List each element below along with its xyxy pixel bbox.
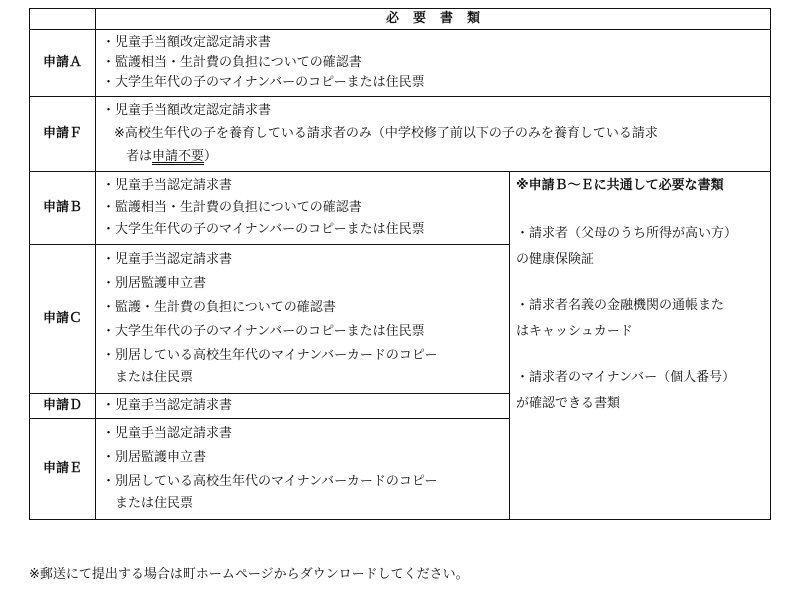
- application-label: 申請Ｄ: [30, 394, 96, 419]
- not-required-text: 申請不要: [152, 149, 205, 164]
- common-item-line: ・請求者名義の金融機関の通帳また: [516, 298, 725, 313]
- common-item: [516, 296, 764, 342]
- common-item: [516, 224, 764, 270]
- list-item: ・監護・生計費の負担についての確認書: [102, 300, 336, 315]
- note-text: ）: [204, 149, 218, 164]
- application-label: 申請Ｅ: [30, 419, 96, 520]
- document-list: [96, 245, 510, 394]
- list-item: ・児童手当認定請求書: [102, 178, 233, 193]
- table-row: [30, 30, 771, 97]
- list-item: ・大学生年代の子のマイナンバーのコピーまたは住民票: [102, 75, 425, 90]
- list-item: ・別居している高校生年代のマイナンバーカードのコピー: [102, 474, 438, 489]
- application-label: 申請Ｃ: [30, 245, 96, 394]
- note-line: [102, 144, 766, 167]
- header-empty-cell: [30, 9, 96, 30]
- list-item: ・別居監護申立書: [102, 276, 207, 291]
- footnote: ※郵送にて提出する場合は町ホームページからダウンロードしてください。: [29, 567, 469, 582]
- common-item-line: はキャッシュカード: [516, 324, 633, 339]
- list-item: ・別居監護申立書: [102, 450, 207, 465]
- document-list: [96, 419, 510, 520]
- document-list: [96, 30, 771, 97]
- header-title: 必要書類: [96, 9, 771, 30]
- application-label: 申請Ｂ: [30, 172, 96, 245]
- common-documents-title: ※申請Ｂ～Ｅに共通して必要な書類: [516, 178, 724, 193]
- common-item: [516, 368, 764, 414]
- table-row: [30, 172, 771, 245]
- application-label: 申請Ｆ: [30, 97, 96, 172]
- table-row: [30, 97, 771, 172]
- document-list: [96, 172, 510, 245]
- common-documents-panel: [510, 172, 771, 520]
- list-item: ・別居している高校生年代のマイナンバーカードのコピー: [102, 348, 438, 363]
- list-item: ・監護相当・生計費の負担についての確認書: [102, 200, 362, 215]
- list-item: ・監護相当・生計費の負担についての確認書: [102, 55, 362, 70]
- list-item: ・大学生年代の子のマイナンバーのコピーまたは住民票: [102, 324, 425, 339]
- document-list: [96, 394, 510, 419]
- note-line: ※高校生年代の子を養育している請求者のみ（中学校修了前以下の子のみを養育している請求: [114, 126, 658, 141]
- list-item: ・児童手当額改定認定請求書: [102, 35, 272, 50]
- common-item-line: ・請求者のマイナンバー（個人番号）: [516, 370, 736, 385]
- list-item: ・児童手当認定請求書: [102, 398, 233, 413]
- required-documents-table: [29, 8, 771, 520]
- common-item-line: ・請求者（父母のうち所得が高い方）: [516, 226, 738, 241]
- header-row: [30, 9, 771, 30]
- list-item: または住民票: [102, 370, 194, 385]
- document-list: [96, 97, 771, 172]
- application-label: 申請Ａ: [30, 30, 96, 97]
- note-text: 者は: [126, 149, 153, 164]
- list-item: ・児童手当額改定認定請求書: [102, 103, 272, 118]
- common-item-line: の健康保険証: [516, 252, 595, 267]
- list-item: ・児童手当認定請求書: [102, 426, 233, 441]
- common-item-line: が確認できる書類: [516, 396, 621, 411]
- list-item: ・児童手当認定請求書: [102, 252, 233, 267]
- list-item: ・大学生年代の子のマイナンバーのコピーまたは住民票: [102, 222, 425, 237]
- list-item: または住民票: [102, 496, 194, 511]
